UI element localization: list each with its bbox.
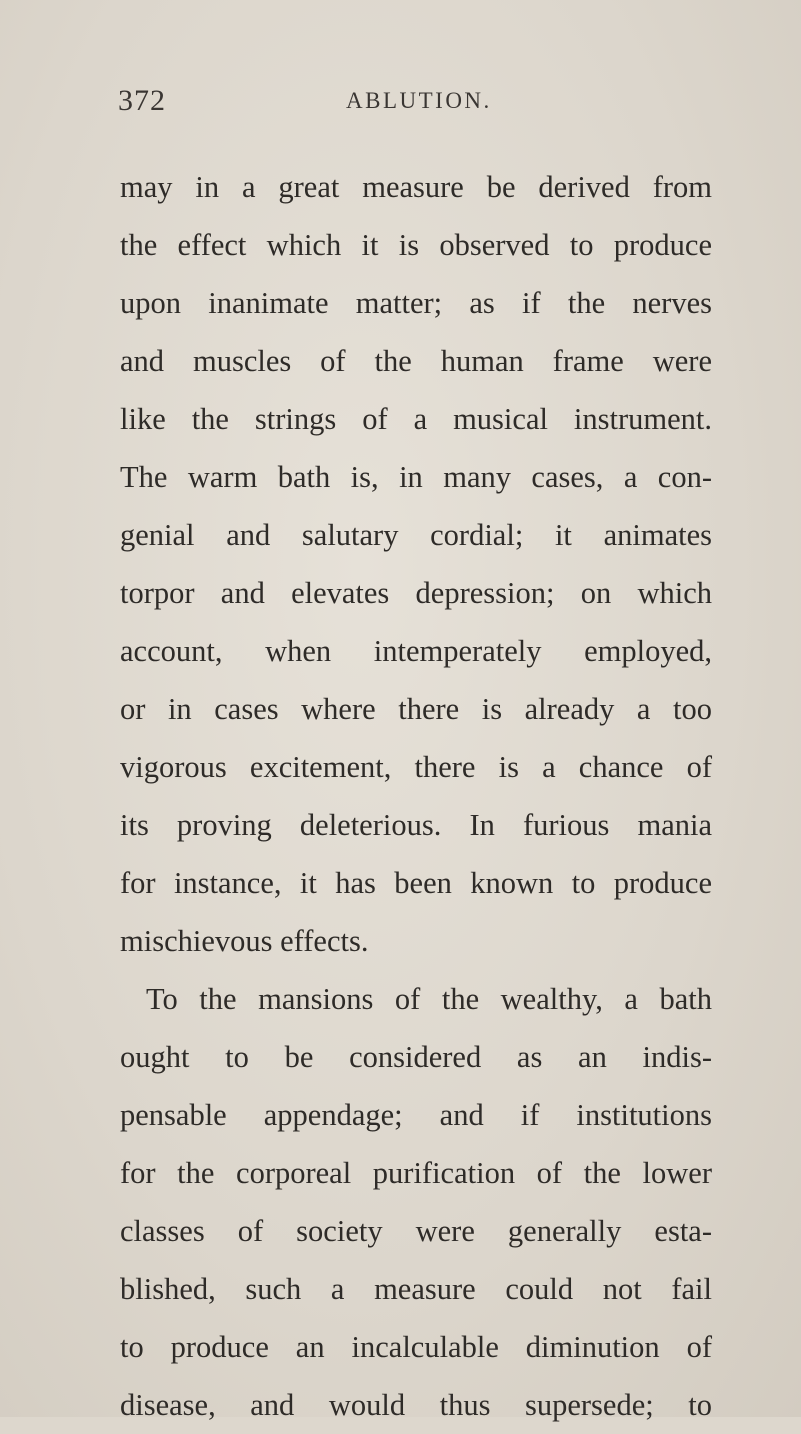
- text-line: and muscles of the human frame were: [120, 344, 712, 378]
- text-line: upon inanimate matter; as if the nerves: [120, 286, 712, 320]
- text-line: classes of society were generally esta-: [120, 1214, 712, 1248]
- text-line: blished, such a measure could not fail: [120, 1272, 712, 1306]
- text-line: genial and salutary cordial; it animates: [120, 518, 712, 552]
- text-line: disease, and would thus supersede; to: [120, 1388, 712, 1422]
- text-line: The warm bath is, in many cases, a con-: [120, 460, 712, 494]
- text-line: for instance, it has been known to produce: [120, 866, 712, 900]
- text-line: the effect which it is observed to produce: [120, 228, 712, 262]
- text-line: To the mansions of the wealthy, a bath: [146, 982, 712, 1016]
- text-line: ought to be considered as an indis-: [120, 1040, 712, 1074]
- page-number: 372: [118, 84, 166, 117]
- body-text: [120, 158, 712, 1434]
- running-title: ABLUTION.: [346, 88, 492, 113]
- text-line: vigorous excitement, there is a chance of: [120, 750, 712, 784]
- text-line: pensable appendage; and if institutions: [120, 1098, 712, 1132]
- text-line: mischievous effects.: [120, 924, 369, 958]
- text-line: to produce an incalculable diminution of: [120, 1330, 712, 1364]
- text-line: like the strings of a musical instrument.: [120, 402, 712, 436]
- text-line: may in a great measure be derived from: [120, 170, 712, 204]
- text-line: torpor and elevates depression; on which: [120, 576, 712, 610]
- text-line: its proving deleterious. In furious mania: [120, 808, 712, 842]
- text-line: account, when intemperately employed,: [120, 634, 712, 668]
- text-line: or in cases where there is already a too: [120, 692, 712, 726]
- page-header: [118, 84, 718, 124]
- text-line: for the corporeal purification of the lower: [120, 1156, 712, 1190]
